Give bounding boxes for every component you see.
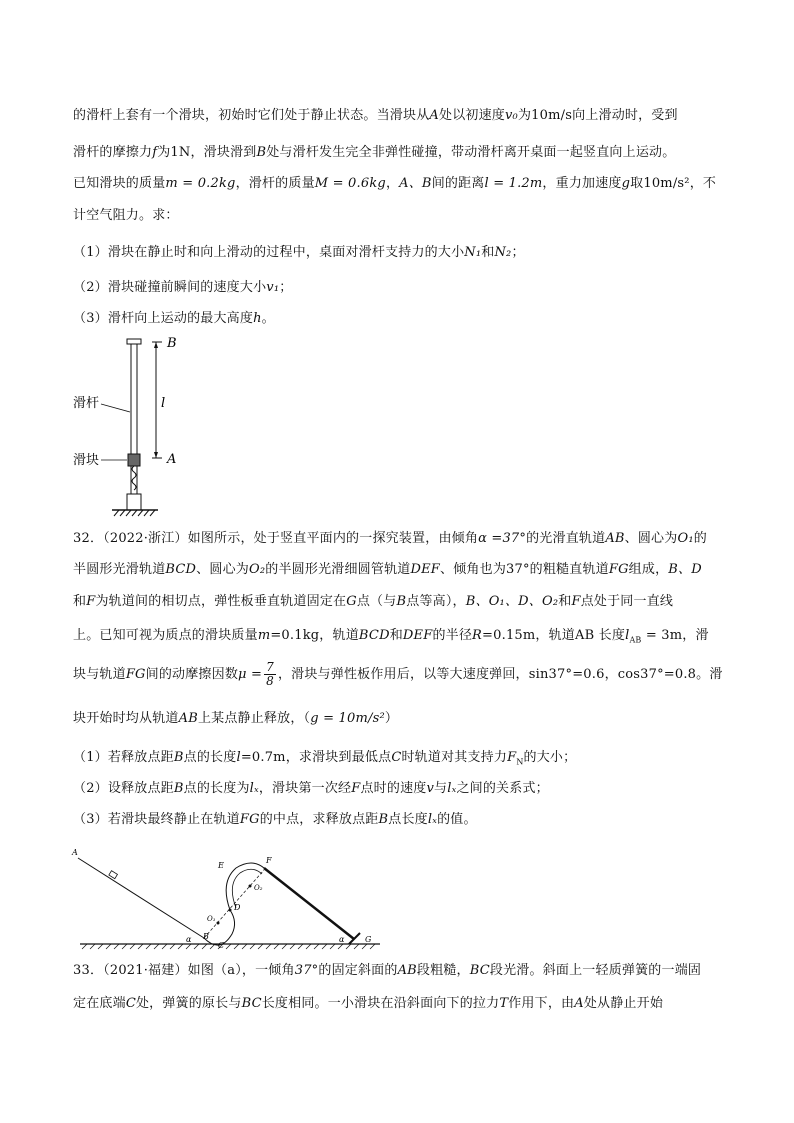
p33-line-1: 33．（2021·福建）如图（a），一倾角37°的固定斜面的AB段粗糙，BC段光滑。斜面上一轻质弹簧的一端固	[73, 963, 702, 978]
slider-on-AB	[109, 871, 118, 879]
rod-base	[127, 494, 141, 510]
point-D	[229, 909, 232, 912]
leader-rod	[101, 404, 130, 412]
slider-block	[128, 454, 140, 466]
p31-line-2: 滑杆的摩擦力f为1N，滑块滑到B处与滑杆发生完全非弹性碰撞，带动滑杆离开桌面一起竖直向上运动。	[73, 145, 676, 160]
p32-question-2: （2）设释放点距B点的长度为lₓ，滑块第一次经F点时的速度v与lₓ之间的关系式；	[73, 781, 549, 796]
figure-rod-slider	[70, 330, 210, 525]
p31-question-2: （2）滑块碰撞前瞬间的速度大小v₁；	[73, 280, 293, 295]
p32-line-4: 上。已知可视为质点的滑块质量m=0.1kg，轨道BCD和DEF的半径R=0.15m，轨道AB 长度$l_{AB} = 3m$，滑	[73, 628, 709, 645]
p32-line-1: 32．（2022·浙江）如图所示，处于竖直平面内的一探究装置，由倾角α =37°的光滑直轨道AB、圆心为O₁的	[73, 531, 707, 546]
label-E: E	[218, 861, 224, 870]
label-D: D	[234, 903, 241, 912]
point-O2	[249, 885, 252, 888]
ground-hatch	[82, 944, 375, 949]
label-A: A	[167, 452, 177, 467]
label-alpha-AB: α	[186, 935, 192, 944]
label-l: l	[161, 396, 166, 411]
label-F: F	[266, 856, 272, 865]
label-O2: O₂	[254, 884, 263, 892]
p31-question-3: （3）滑杆向上运动的最大高度h。	[73, 311, 275, 326]
figure-track-apparatus	[70, 838, 390, 953]
elastic-plate	[349, 933, 360, 944]
label-A: A	[72, 848, 78, 857]
track-FG	[264, 868, 354, 939]
p32-line-3: 和F为轨道间的相切点，弹性板垂直轨道固定在G点（与B点等高），B、O₁、D、O₂和F点处于同一直线	[73, 594, 674, 609]
label-G: G	[365, 935, 372, 944]
p32-question-1: （1）若释放点距B点的长度l=0.7m，求滑块到最低点C时轨道对其支持力$F_N$的大小；	[73, 750, 577, 767]
arrow-down	[154, 452, 158, 458]
p31-line-4: 计空气阻力。求：	[73, 208, 179, 223]
rod-top-cap	[127, 339, 141, 344]
p32-line-5: 块与轨道FG间的动摩擦因数μ = $\frac{7}{8}$ ，滑块与弹性板作用后，以等大速度弹回，sin37°=0.6，cos37°=0.8。滑	[73, 660, 723, 688]
label-rod: 滑杆	[73, 396, 100, 411]
p32-line-2: 半圆形光滑轨道BCD、圆心为O₂的半圆形光滑细圆管轨道DEF、倾角也为37°的粗糙直轨道FG组成，B、D	[73, 562, 702, 577]
p32-question-3: （3）若滑块最终静止在轨道FG的中点，求释放点距B点长度lₓ的值。	[73, 812, 477, 827]
label-B: B	[167, 336, 177, 351]
label-B: B	[203, 932, 209, 941]
p33-line-2: 定在底端C处，弹簧的原长与BC长度相同。一小滑块在沿斜面向下的拉力T作用下，由A处从静止开始	[73, 996, 664, 1011]
p32-line-6: 块开始时均从轨道AB上某点静止释放，（g = 10m/s²）	[73, 711, 399, 726]
label-C: C	[218, 941, 225, 950]
label-alpha-FG: α	[339, 935, 345, 944]
p31-line-3: 已知滑块的质量m = 0.2kg，滑杆的质量M = 0.6kg，A、B间的距离l = 1.2m，重力加速度g取10m/s²，不	[73, 176, 717, 191]
label-O1: O₁	[207, 915, 216, 923]
p31-question-1: （1）滑块在静止时和向上滑动的过程中，桌面对滑杆支持力的大小N₁和N₂；	[73, 245, 525, 260]
arrow-up	[154, 342, 158, 348]
ground-hatch	[114, 510, 155, 516]
track-AB	[78, 858, 204, 938]
p31-line-1: 的滑杆上套有一个滑块，初始时它们处于静止状态。当滑块从A处以初速度v₀为10m/s向上滑动时，受到	[73, 108, 678, 123]
point-O1	[217, 922, 220, 925]
label-block: 滑块	[73, 453, 100, 468]
fraction-mu: $\frac{7}{8}$	[266, 660, 274, 688]
